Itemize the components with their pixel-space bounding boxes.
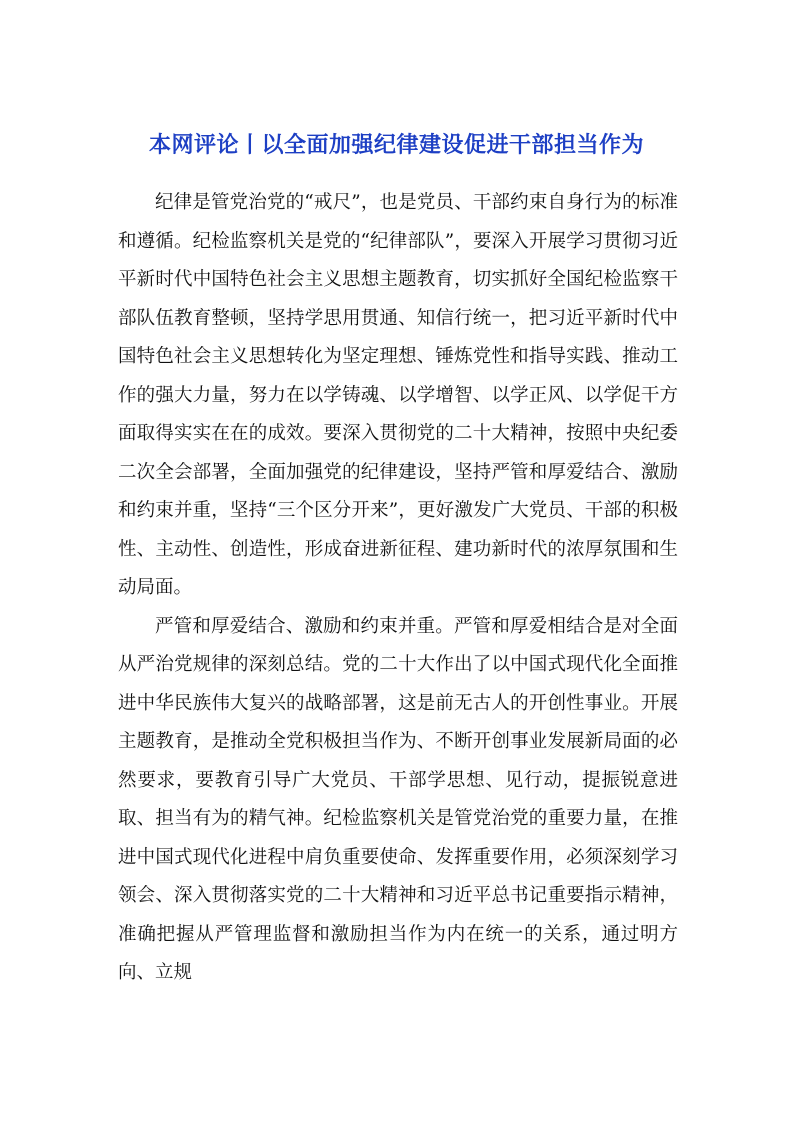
paragraph-2: 严管和厚爱结合、激励和约束并重。严管和厚爱相结合是对全面从严治党规律的深刻总结。党的二十大作出了以中国式现代化全面推进中华民族伟大复兴的战略部署，这是前无古人的开创性事业。开展主题教育，是推动全党积极担当作为、不断开创事业发展新局面的必然要求，要教育引导广大党员、干部学思想、见行动，提振锐意进取、担当有为的精气神。纪检监察机关是管党治党的重要力量，在推进中国式现代化进程中肩负重要使命、发挥重要作用，必须深刻学习领会、深入贯彻落实党的二十大精神和习近平总书记重要指示精神，准确把握从严管理监督和激励担当作为内在统一的关系，通过明方向、立规 xyxy=(118,615,678,983)
page-title: 本网评论丨以全面加强纪律建设促进干部担当作为 xyxy=(148,133,644,158)
article-body xyxy=(118,184,678,993)
paragraph-1: 纪律是管党治党的“戒尺”，也是党员、干部约束自身行为的标准和遵循。纪检监察机关是党的“纪律部队”，要深入开展学习贯彻习近平新时代中国特色社会主义思想主题教育，切实抓好全国纪检监察干部队伍教育整顿，坚持学思用贯通、知信行统一，把习近平新时代中国特色社会主义思想转化为坚定理想、锤炼党性和指导实践、推动工作的强大力量，努力在以学铸魂、以学增智、以学正风、以学促干方面取得实实在在的成效。要深入贯彻党的二十大精神，按照中央纪委二次全会部署，全面加强党的纪律建设，坚持严管和厚爱结合、激励和约束并重，坚持“三个区分开来”，更好激发广大党员、干部的积极性、主动性、创造性，形成奋进新征程、建功新时代的浓厚氛围和生动局面。 xyxy=(118,192,678,598)
